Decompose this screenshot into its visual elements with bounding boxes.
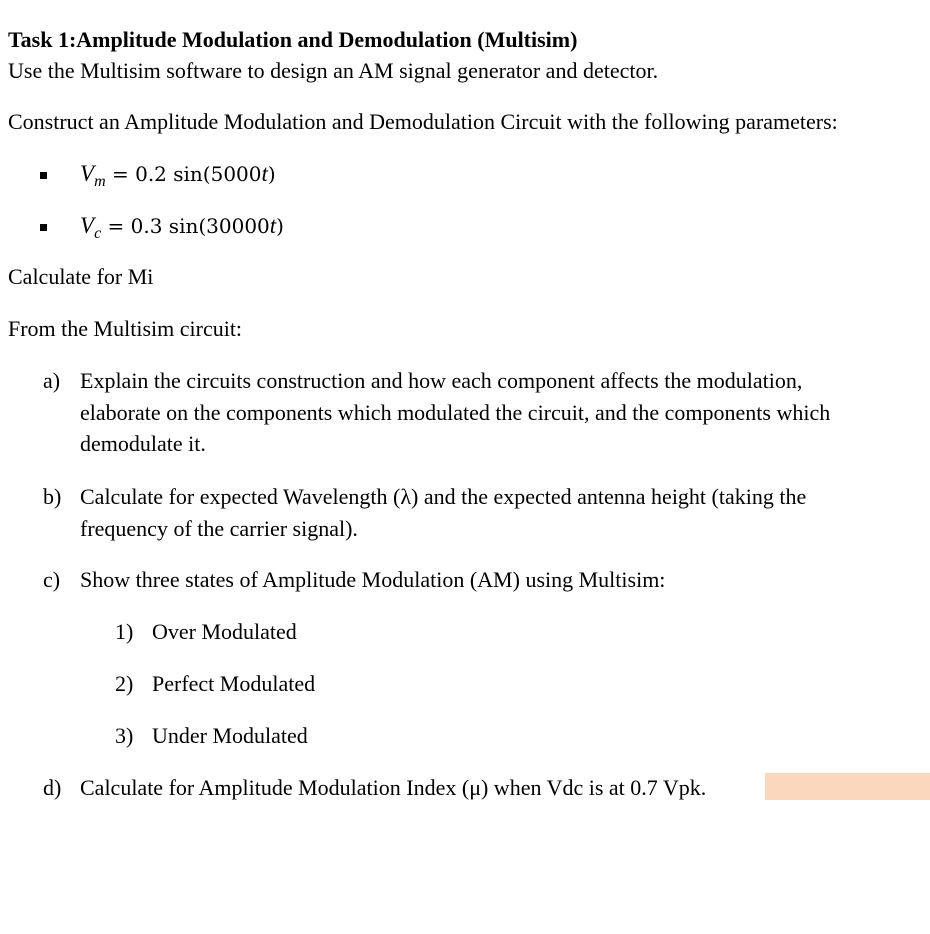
item-a-line: demodulate it. xyxy=(80,431,206,456)
task-title: Task 1:Amplitude Modulation and Demodulation (Multisim) xyxy=(8,27,578,52)
item-b-label: b) xyxy=(43,484,62,509)
intro-text: Use the Multisim software to design an AM signal generator and detector. xyxy=(8,58,659,83)
item-a-line: Explain the circuits construction and how each component affects the modulation, xyxy=(80,368,803,393)
item-b-line: frequency of the carrier signal). xyxy=(80,516,358,541)
equation-vc: $V_c = 0.3$ sin(30000t) xyxy=(80,213,284,242)
calc-mi-text: Calculate for Mi xyxy=(8,264,154,289)
subitem-label: 2) xyxy=(115,671,134,696)
item-a-label: a) xyxy=(43,368,61,393)
construct-text: Construct an Amplitude Modulation and Demodulation Circuit with the following parameters: xyxy=(8,109,838,134)
item-a-line: elaborate on the components which modulated the circuit, and the components which xyxy=(80,400,831,425)
equation-vm: $V_m = 0.2$ sin(5000t) xyxy=(80,161,276,190)
item-c-label: c) xyxy=(43,567,61,592)
subitem-over-modulated: Over Modulated xyxy=(152,619,297,644)
subitem-label: 1) xyxy=(115,619,134,644)
item-d-line: Calculate for Amplitude Modulation Index (μ) when Vdc is at 0.7 Vpk. xyxy=(80,775,707,800)
subitem-under-modulated: Under Modulated xyxy=(152,723,308,748)
bullet-icon xyxy=(40,224,47,231)
bullet-icon xyxy=(40,172,47,179)
from-text: From the Multisim circuit: xyxy=(8,316,243,341)
subitem-label: 3) xyxy=(115,723,134,748)
subitem-perfect-modulated: Perfect Modulated xyxy=(152,671,316,696)
item-d-label: d) xyxy=(43,775,62,800)
item-b-line: Calculate for expected Wavelength (λ) and the expected antenna height (taking the xyxy=(80,484,807,509)
highlight-box xyxy=(765,773,930,800)
item-c-line: Show three states of Amplitude Modulation (AM) using Multisim: xyxy=(80,567,666,592)
